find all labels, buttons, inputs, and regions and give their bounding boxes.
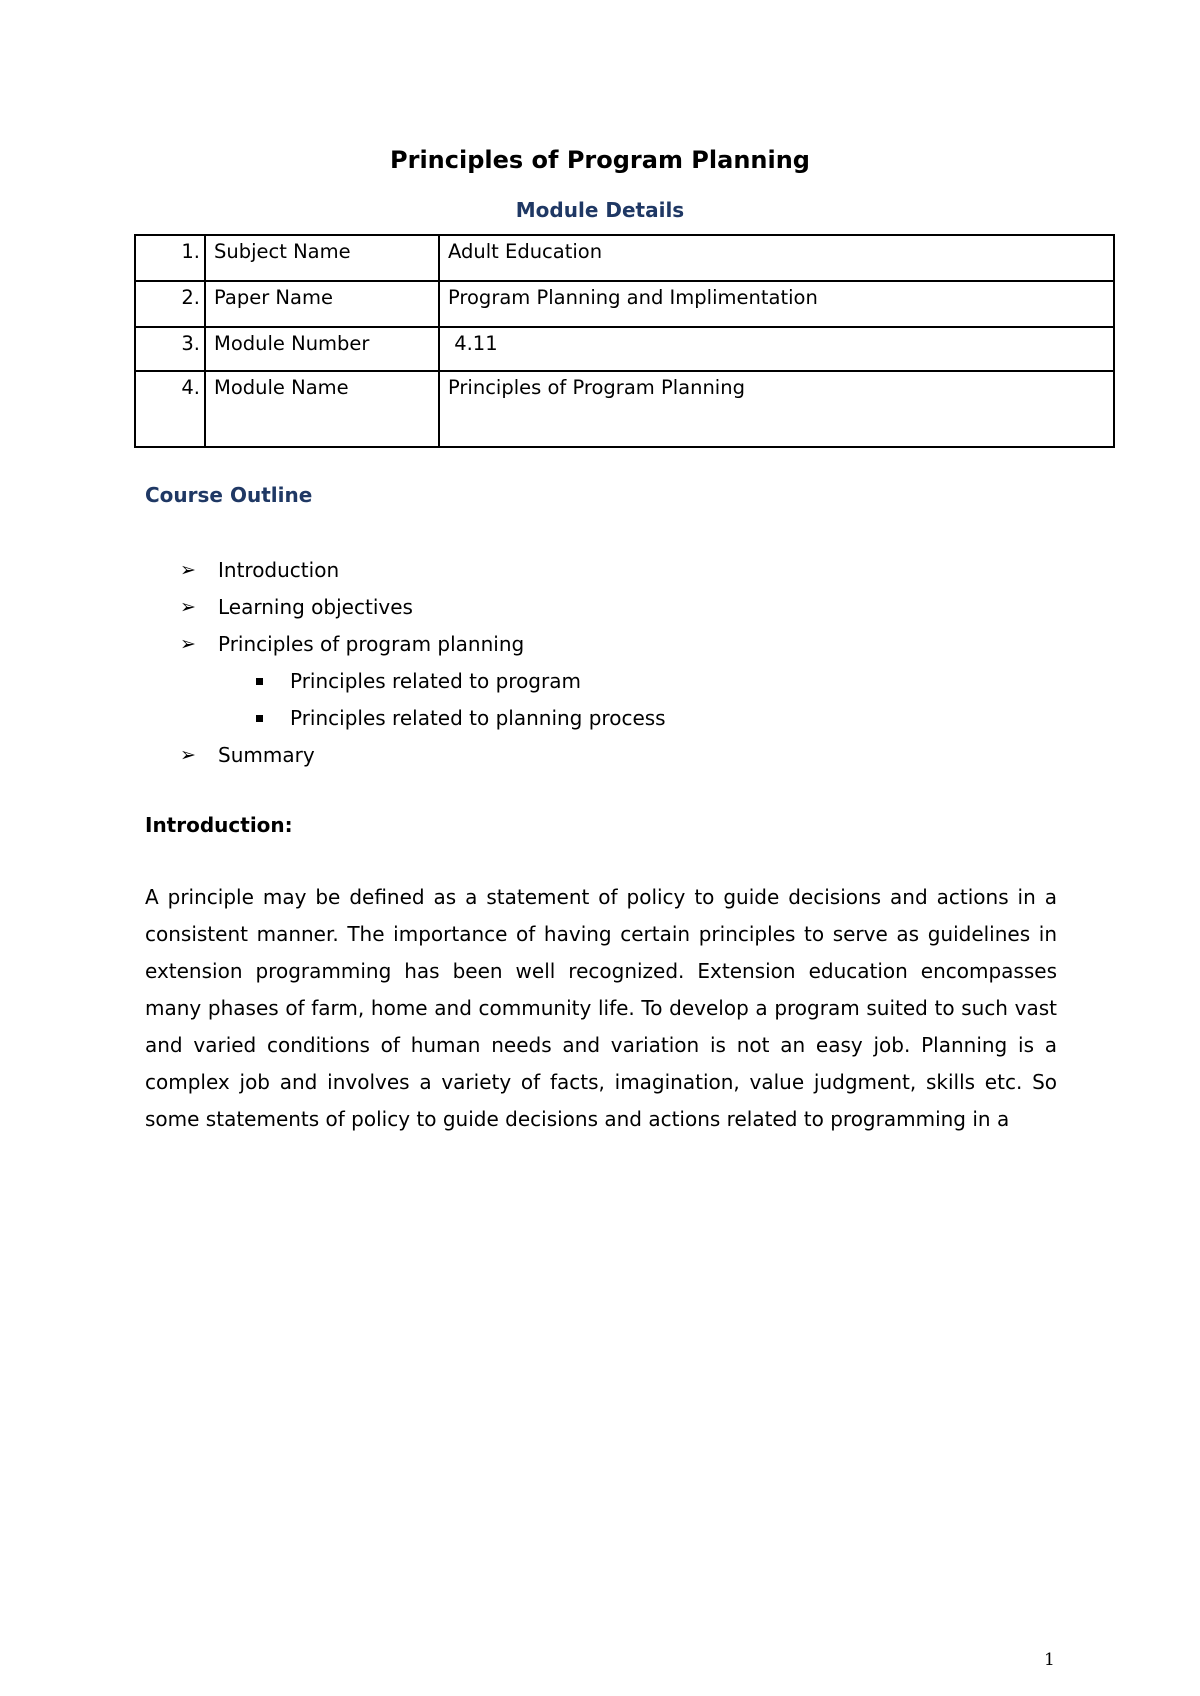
list-item-text: Learning objectives xyxy=(218,595,413,619)
square-bullet-icon xyxy=(256,678,263,685)
course-outline-list xyxy=(180,552,666,774)
field-label: Module Number xyxy=(205,327,439,371)
table-row xyxy=(135,235,1114,281)
list-item-text: Summary xyxy=(218,743,315,767)
table-row xyxy=(135,281,1114,327)
row-number: 4. xyxy=(135,371,205,447)
list-item xyxy=(180,626,666,663)
square-bullet-icon xyxy=(256,715,263,722)
module-details-table xyxy=(134,234,1115,448)
list-item-text: Principles related to program xyxy=(290,669,581,693)
introduction-paragraph: A principle may be defined as a statement of policy to guide decisions and actions in a consistent manner. The importance of having certain principles to serve as guidelines in extension programming has been well recognized. Extension education encompasses many phases of farm, home and community life. To develop a program suited to such vast and varied conditions of human needs and variation is not an easy job. Planning is a complex job and involves a variety of facts, imagination, value judgment, skills etc. So some statements of policy to guide decisions and actions related to programming in a xyxy=(145,885,1057,1131)
page-number: 1 xyxy=(1044,1650,1055,1670)
list-item xyxy=(180,663,666,700)
list-item xyxy=(180,700,666,737)
row-number: 3. xyxy=(135,327,205,371)
field-label: Paper Name xyxy=(205,281,439,327)
field-value: 4.11 xyxy=(439,327,1114,371)
row-number: 1. xyxy=(135,235,205,281)
list-item xyxy=(180,737,666,774)
list-item xyxy=(180,589,666,626)
list-item-text: Introduction xyxy=(218,558,340,582)
list-item xyxy=(180,552,666,589)
arrow-bullet-icon: ➢ xyxy=(180,559,196,581)
module-details-heading: Module Details xyxy=(515,198,685,222)
arrow-bullet-icon: ➢ xyxy=(180,633,196,655)
list-item-text: Principles related to planning process xyxy=(290,706,666,730)
row-number: 2. xyxy=(135,281,205,327)
field-label: Subject Name xyxy=(205,235,439,281)
introduction-heading: Introduction: xyxy=(145,813,293,837)
field-value: Adult Education xyxy=(439,235,1114,281)
document-title: Principles of Program Planning xyxy=(390,146,810,174)
table-row xyxy=(135,371,1114,447)
field-label: Module Name xyxy=(205,371,439,447)
field-value: Program Planning and Implimentation xyxy=(439,281,1114,327)
course-outline-heading: Course Outline xyxy=(145,483,313,507)
arrow-bullet-icon: ➢ xyxy=(180,744,196,766)
arrow-bullet-icon: ➢ xyxy=(180,596,196,618)
field-value: Principles of Program Planning xyxy=(439,371,1114,447)
list-item-text: Principles of program planning xyxy=(218,632,525,656)
table-row xyxy=(135,327,1114,371)
